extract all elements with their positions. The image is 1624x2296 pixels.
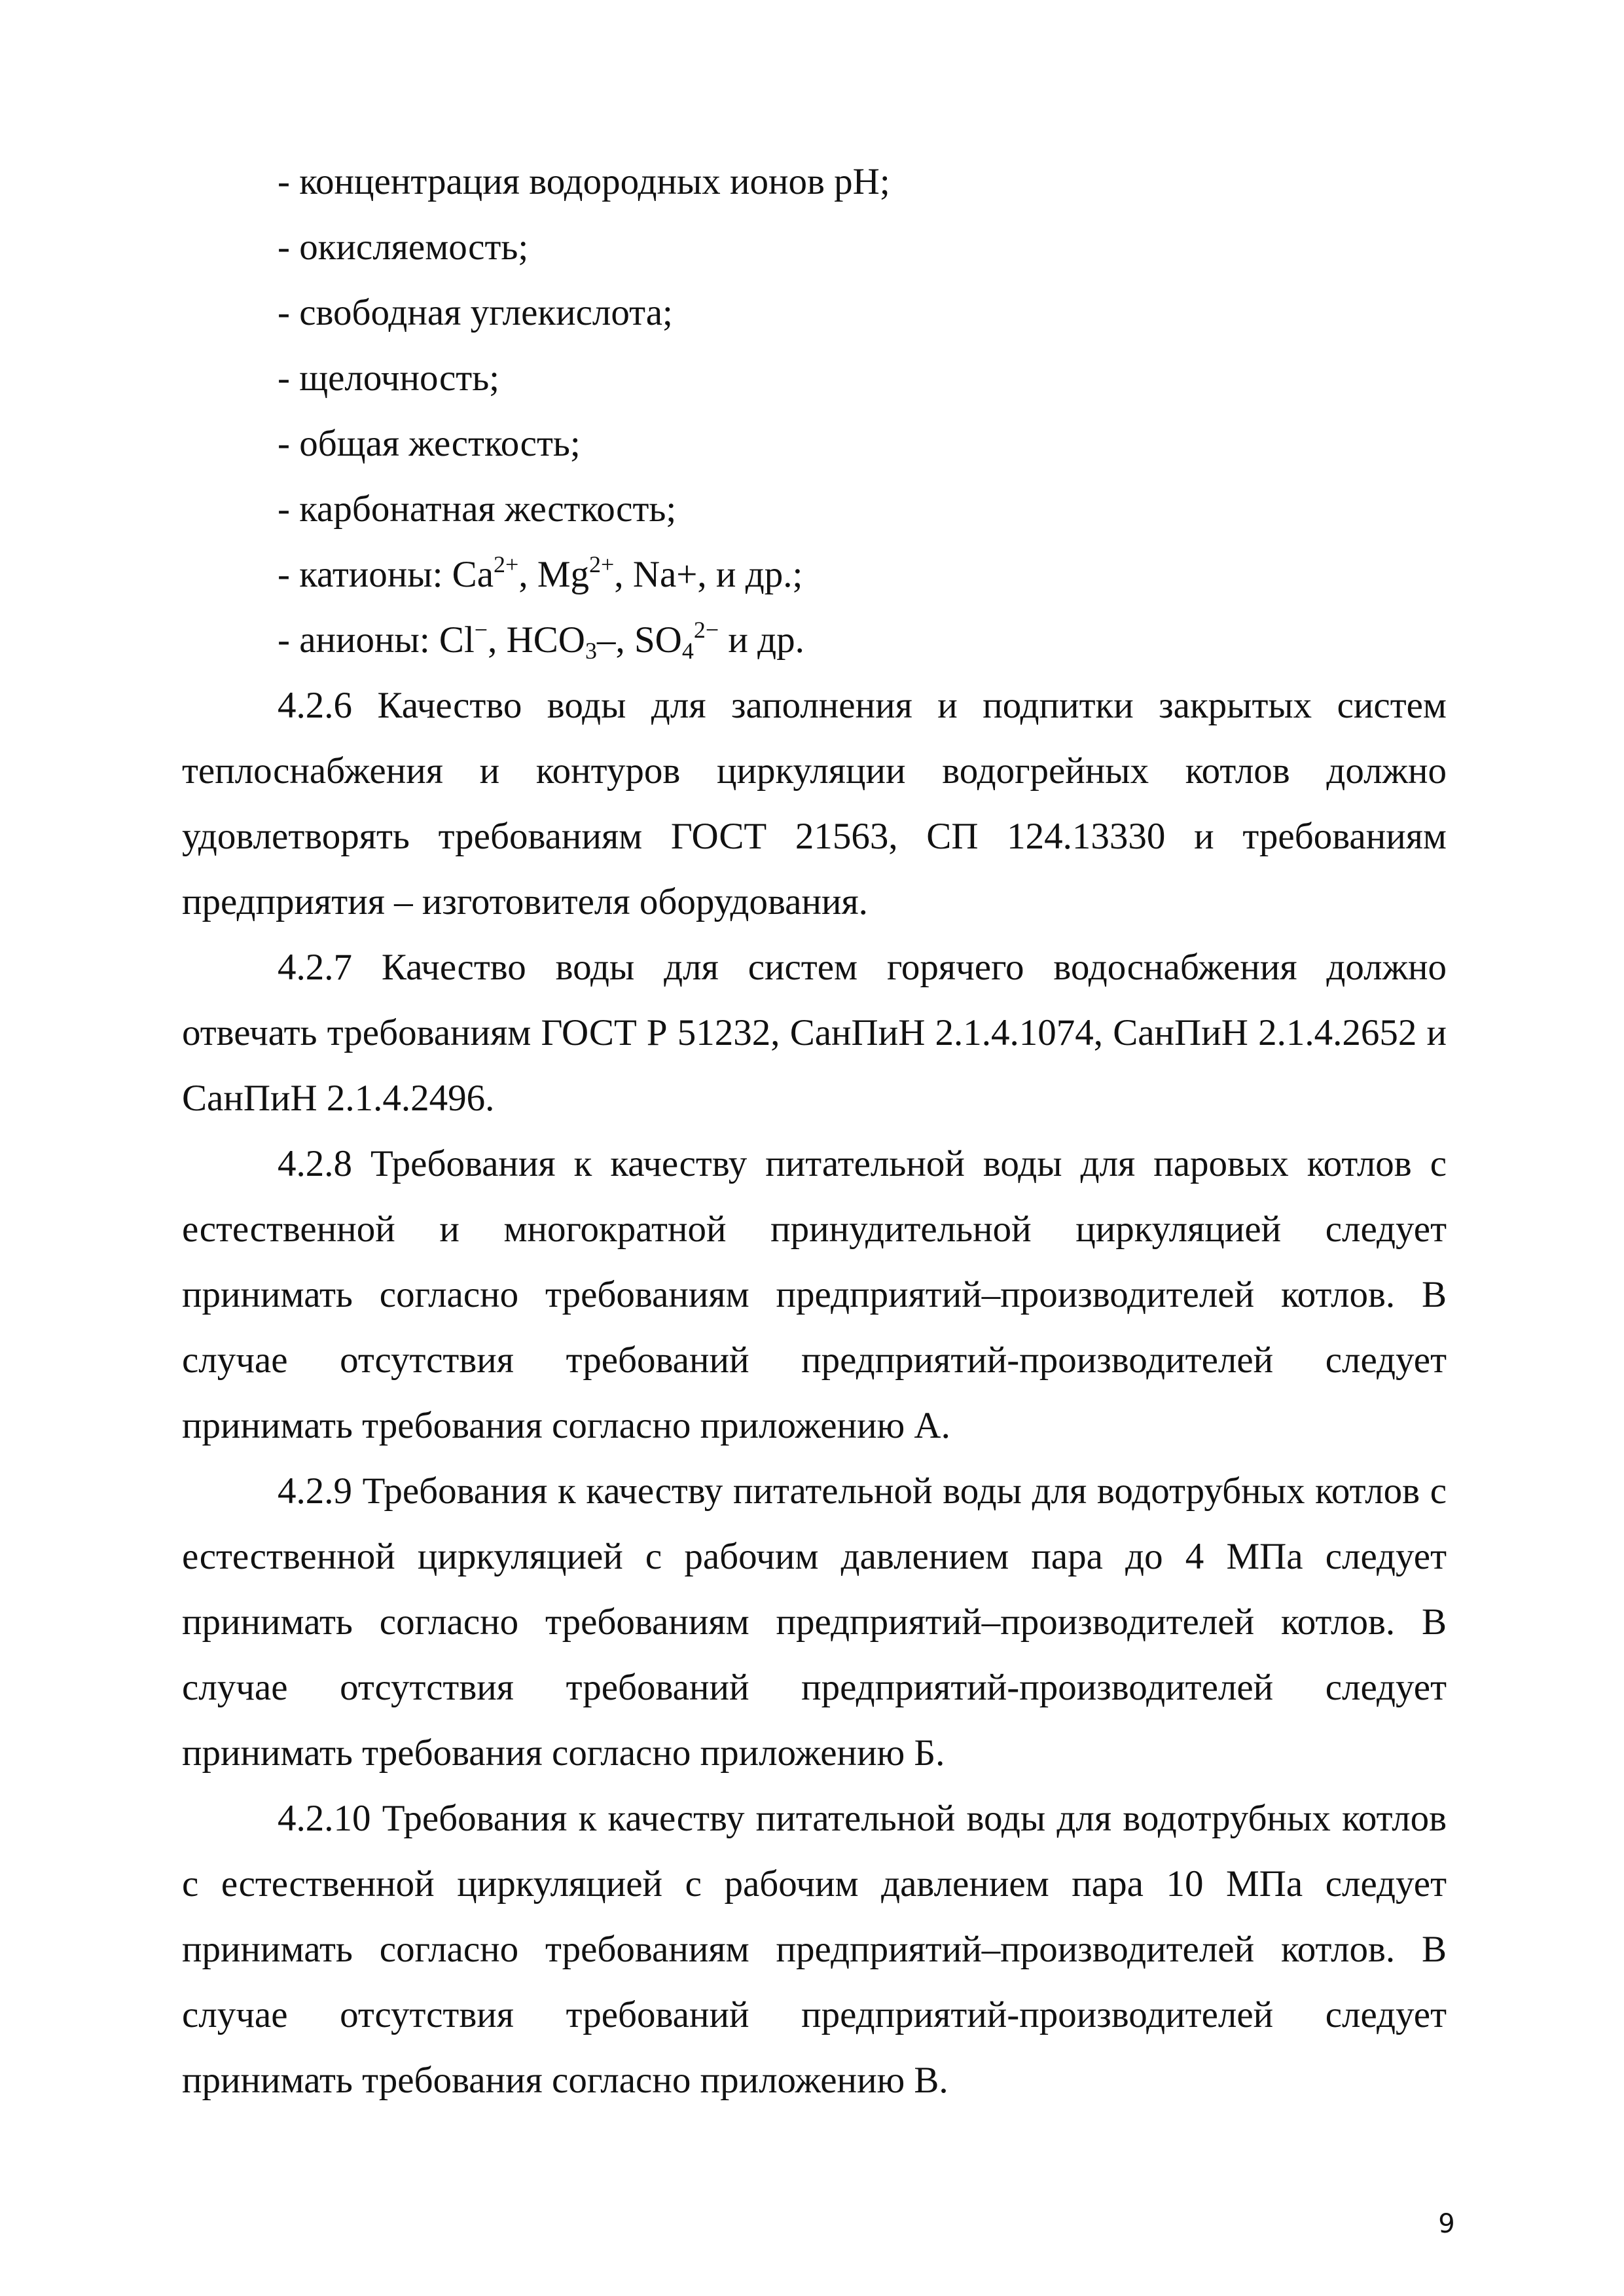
paragraph-4-2-7: 4.2.7 Качество воды для систем горячего водоснабжения должно отвечать требованиям ГОСТ Р 51232, СанПиН 2.1.4.1074, СанПиН 2.1.4.2652 и СанПиН 2.1.4.2496. — [182, 947, 1447, 1119]
so-charge: 2− — [693, 617, 719, 643]
ca-charge: 2+ — [494, 551, 519, 577]
cations-sep: , Mg — [518, 554, 590, 595]
paragraph-4-2-10: 4.2.10 Требования к качеству питательной воды для водотрубных котлов с естественной циркуляцией с рабочим давлением пара 10 МПа следует принимать согласно требованиям предприятий–производителей котлов. В случае отсутствия требований предприятий-производителей следует принимать требования согласно приложению В. — [182, 1798, 1447, 2101]
hco-index: 3 — [585, 638, 597, 664]
list-item-anions — [182, 608, 1447, 673]
list-item-carbonate-hardness: - карбонатная жесткость; — [278, 488, 677, 530]
list-item-oxidizability: - окисляемость; — [278, 227, 529, 268]
cl-charge: − — [474, 617, 488, 643]
page-number: 9 — [1438, 2209, 1455, 2239]
list-item-ph: - концентрация водородных ионов рН; — [278, 161, 890, 202]
list-item-total-hardness: - общая жесткость; — [278, 423, 581, 464]
list-item-free-carbonic-acid: - свободная углекислота; — [278, 292, 673, 333]
cations-suffix: , Na+, и др.; — [614, 554, 803, 595]
paragraph-4-2-8: 4.2.8 Требования к качеству питательной воды для паровых котлов с естественной и многократной принудительной циркуляцией следует принимать согласно требованиям предприятий–производителей котлов. В случае отсутствия требований предприятий-производителей следует принимать требования согласно приложению А. — [182, 1143, 1447, 1446]
page-content — [182, 149, 1447, 2113]
list-item-alkalinity: - щелочность; — [278, 357, 500, 399]
so-index: 4 — [681, 638, 694, 664]
paragraph-4-2-6: 4.2.6 Качество воды для заполнения и подпитки закрытых систем теплоснабжения и контуров циркуляции водогрейных котлов должно удовлетворять требованиям ГОСТ 21563, СП 124.13330 и требованиям предприятия – изготовителя оборудования. — [182, 685, 1447, 922]
cations-prefix: - катионы: Ca — [278, 554, 494, 595]
anions-prefix: - анионы: Cl — [278, 619, 475, 661]
anions-suffix: и др. — [719, 619, 804, 661]
paragraph-4-2-9: 4.2.9 Требования к качеству питательной воды для водотрубных котлов с естественной циркуляцией с рабочим давлением пара до 4 МПа следует принимать согласно требованиям предприятий–производителей котлов. В случае отсутствия требований предприятий-производителей следует принимать требования согласно приложению Б. — [182, 1470, 1447, 1774]
anions-sep-so: –, SO — [596, 619, 682, 661]
list-item-cations — [182, 542, 1447, 608]
anions-sep-hco: , HCO — [488, 619, 585, 661]
mg-charge: 2+ — [589, 551, 615, 577]
